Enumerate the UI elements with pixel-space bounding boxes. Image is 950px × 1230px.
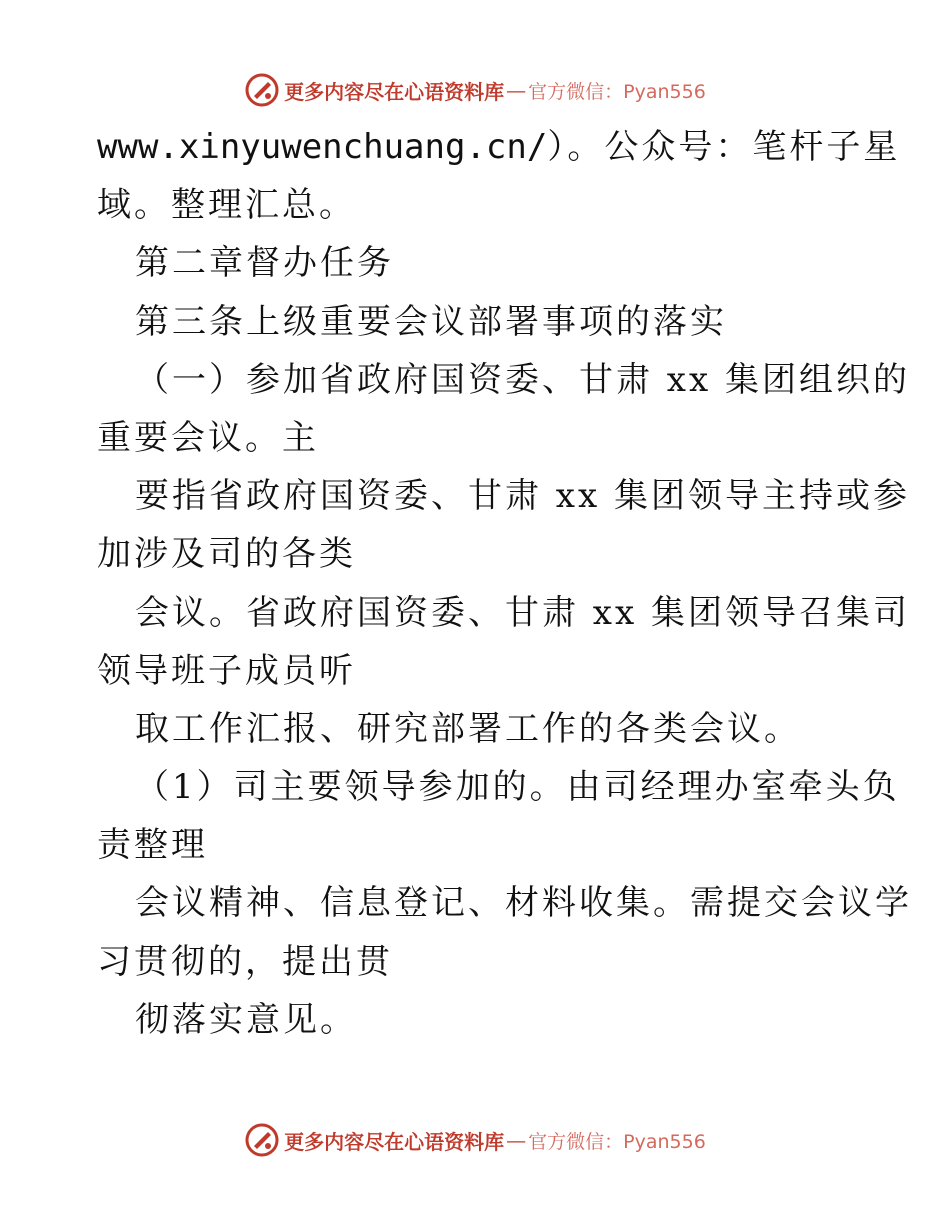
body-line: 加涉及司的各类 <box>97 534 356 575</box>
body-line: 会议。省政府国资委、甘肃 xx 集团领导召集司 <box>135 592 910 633</box>
body-line <box>97 118 901 176</box>
body-line: （一）参加省政府国资委、甘肃 xx 集团组织的 <box>135 359 910 400</box>
header-banner <box>0 70 950 110</box>
footer-dash: — <box>506 1128 527 1152</box>
body-line: 取工作汇报、研究部署工作的各类会议。 <box>135 708 801 749</box>
body-line: 彻落实意见。 <box>135 999 357 1040</box>
header-brand-text: 更多内容尽在心语资料库 <box>284 79 505 104</box>
body-line: 域。整理汇总。 <box>97 185 356 226</box>
header-wechat-text: 官方微信：Pyan556 <box>528 80 706 103</box>
body-line: （1）司主要领导参加的。由司经理办室牵头负 <box>135 767 900 808</box>
article-heading: 第三条上级重要会议部署事项的落实 <box>135 301 727 342</box>
body-line: 要指省政府国资委、甘肃 xx 集团领导主持或参 <box>135 476 910 517</box>
chapter-heading: 第二章督办任务 <box>135 243 394 284</box>
body-line: 重要会议。主 <box>97 417 319 458</box>
url-text: www.xinyuwenchuang.cn/ <box>97 127 548 167</box>
footer-banner <box>0 1120 950 1160</box>
body-line: 会议精神、信息登记、材料收集。需提交会议学 <box>135 883 912 924</box>
document-body <box>97 118 912 1049</box>
header-dash: — <box>506 78 527 102</box>
brand-logo-icon <box>244 1122 280 1158</box>
body-line: 习贯彻的，提出贯 <box>97 941 393 982</box>
body-line: 领导班子成员听 <box>97 650 356 691</box>
source-note-text: ）。公众号：笔杆子星 <box>547 127 901 167</box>
footer-wechat-text: 官方微信：Pyan556 <box>528 1130 706 1153</box>
body-line: 责整理 <box>97 825 208 866</box>
brand-logo-icon <box>244 72 280 108</box>
footer-brand-text: 更多内容尽在心语资料库 <box>284 1129 505 1154</box>
